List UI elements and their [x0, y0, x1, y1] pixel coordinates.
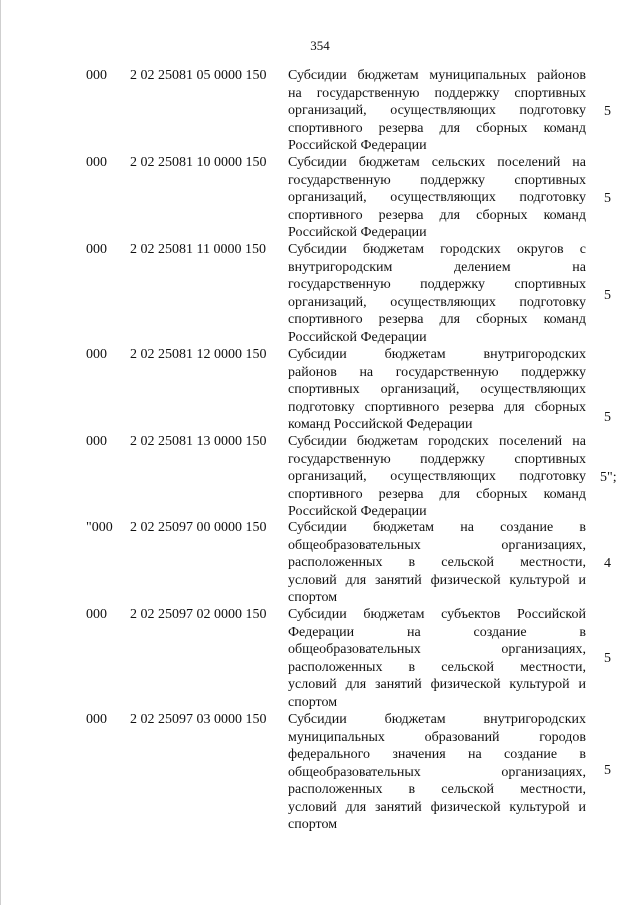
kbk-cell: 2 02 25081 13 0000 150 — [130, 434, 267, 449]
description-line: организаций, осуществляющих подготовку — [288, 294, 586, 310]
description-line: организаций, осуществляющих подготовку — [288, 469, 586, 484]
description-line: Федерации на создание в — [288, 624, 586, 640]
scan-edge-line — [0, 0, 1, 905]
description-line: условий для занятий физической культурой и — [288, 572, 586, 588]
description-line: спортивных организаций, осуществляющих — [288, 382, 586, 397]
value-cell: 4 — [604, 556, 611, 571]
kbk-cell: 2 02 25097 00 0000 150 — [130, 520, 267, 535]
value-cell: 5 — [604, 288, 611, 303]
kbk-cell: 2 02 25081 05 0000 150 — [130, 68, 267, 83]
description-line: районов на государственную поддержку — [288, 364, 586, 380]
code-cell: 000 — [86, 242, 107, 257]
kbk-cell: 2 02 25081 12 0000 150 — [130, 347, 267, 362]
description-line: государственную поддержку спортивных — [288, 451, 586, 467]
code-cell: 000 — [86, 607, 107, 622]
kbk-cell: 2 02 25081 11 0000 150 — [130, 242, 266, 257]
code-cell: 000 — [86, 155, 107, 170]
description-line: условий для занятий физической культурой и — [288, 677, 586, 692]
kbk-cell: 2 02 25097 03 0000 150 — [130, 712, 267, 727]
description-line: спортом — [288, 590, 338, 605]
code-cell: 000 — [86, 434, 107, 449]
page-number: 354 — [310, 38, 330, 53]
value-cell: 5 — [604, 651, 611, 666]
description-line: Субсидии бюджетам внутригородских — [288, 712, 586, 727]
description-line: подготовку спортивного резерва для сборных — [288, 399, 586, 415]
value-cell: 5 — [604, 191, 611, 206]
description-line: на государственную поддержку спортивных — [288, 85, 586, 101]
code-cell: 000 — [86, 68, 107, 83]
kbk-cell: 2 02 25081 10 0000 150 — [130, 155, 267, 170]
description-line: расположенных в сельской местности, — [288, 782, 586, 797]
description-line: спортивного резерва для сборных команд — [288, 120, 586, 136]
description-cell — [288, 154, 586, 242]
description-cell — [288, 519, 586, 607]
description-line: государственную поддержку спортивных — [288, 277, 586, 292]
description-line: федерального значения на создание в — [288, 747, 586, 762]
description-line: Субсидии бюджетам городских округов с — [288, 242, 586, 257]
code-cell: 000 — [86, 347, 107, 362]
description-cell — [288, 606, 586, 711]
description-line: Российской Федерации — [288, 329, 427, 345]
description-cell — [288, 433, 586, 521]
description-line: команд Российской Федерации — [288, 417, 473, 432]
description-line: спортивного резерва для сборных команд — [288, 486, 586, 502]
description-line: спортивного резерва для сборных команд — [288, 207, 586, 223]
value-cell: 5 — [604, 410, 611, 425]
description-cell — [288, 346, 586, 434]
description-line: Российской Федерации — [288, 225, 427, 240]
value-cell: 5 — [604, 104, 611, 119]
value-cell: 5 — [604, 763, 611, 778]
description-line: расположенных в сельской местности, — [288, 555, 586, 570]
description-line: Субсидии бюджетам внутригородских — [288, 347, 586, 362]
kbk-cell: 2 02 25097 02 0000 150 — [130, 607, 267, 622]
description-line: условий для занятий физической культурой и — [288, 799, 586, 815]
description-line: спортом — [288, 694, 338, 710]
description-line: общеобразовательных организациях, — [288, 642, 586, 657]
description-line: спортом — [288, 817, 338, 832]
description-line: Субсидии бюджетам на создание в — [288, 520, 586, 535]
description-line: расположенных в сельской местности, — [288, 659, 586, 675]
description-line: общеобразовательных организациях, — [288, 537, 586, 553]
description-cell — [288, 711, 586, 834]
description-line: спортивного резерва для сборных команд — [288, 312, 586, 327]
code-cell: "000 — [86, 520, 113, 535]
description-line: общеобразовательных организациях, — [288, 764, 586, 780]
description-line: государственную поддержку спортивных — [288, 172, 586, 188]
description-line: Субсидии бюджетам сельских поселений на — [288, 155, 586, 170]
description-line: Субсидии бюджетам городских поселений на — [288, 434, 586, 449]
code-cell: 000 — [86, 712, 107, 727]
description-line: Российской Федерации — [288, 504, 427, 519]
description-line: муниципальных образований городов — [288, 729, 586, 745]
description-line: организаций, осуществляющих подготовку — [288, 190, 586, 205]
description-cell — [288, 67, 586, 155]
description-line: организаций, осуществляющих подготовку — [288, 103, 586, 118]
description-line: Российской Федерации — [288, 138, 427, 153]
value-cell: 5"; — [600, 470, 617, 485]
description-line: Субсидии бюджетам муниципальных районов — [288, 68, 586, 83]
description-line: внутригородским делением на — [288, 259, 586, 275]
description-cell — [288, 241, 586, 346]
description-line: Субсидии бюджетам субъектов Российской — [288, 607, 586, 622]
